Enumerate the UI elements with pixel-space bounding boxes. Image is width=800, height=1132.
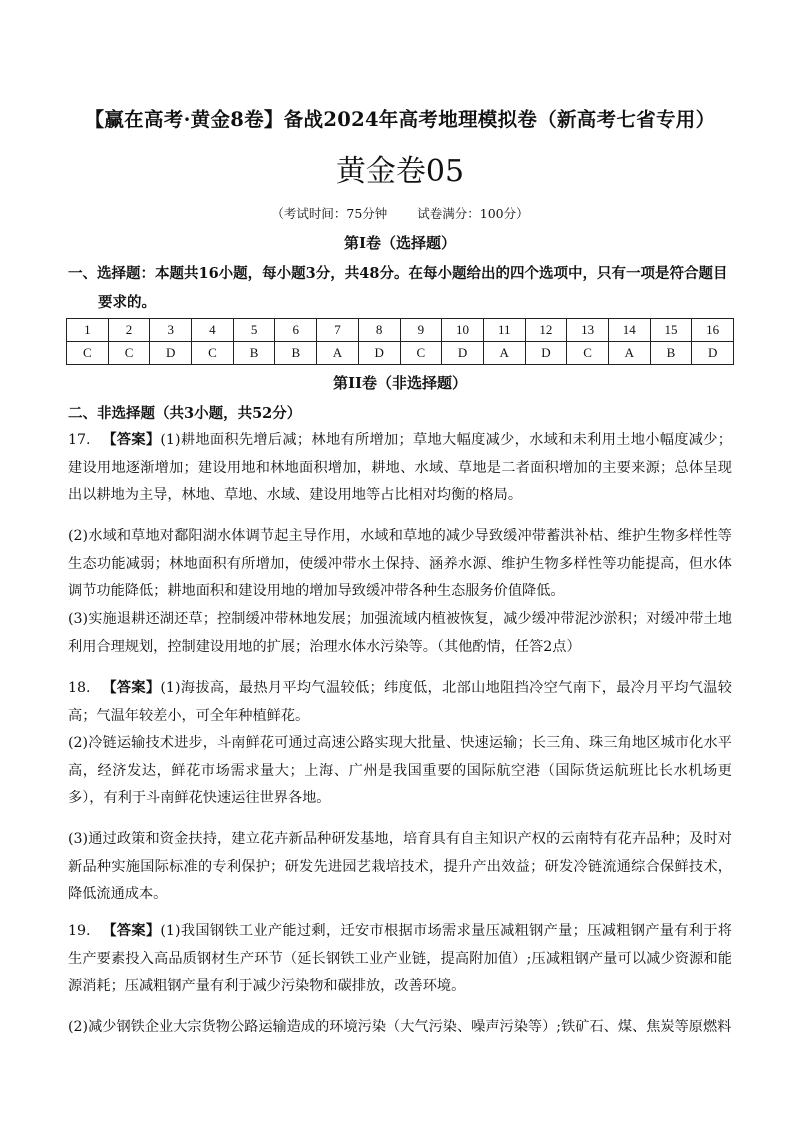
q17-answer-tag: 【答案】 xyxy=(102,432,161,448)
answer-table-answer-cell: D xyxy=(692,342,734,365)
q18-p1 xyxy=(68,675,732,730)
q17-p3: (3)实施退耕还湖还草；控制缓冲带林地发展；加强流域内植被恢复，减少缓冲带泥沙淤积；对缓冲带土地利用合理规划，控制建设用地的扩展；治理水体水污染等。（其他酌情，任答2点） xyxy=(68,611,732,655)
answer-table-answer-cell: B xyxy=(233,342,275,365)
part1-title: 第I卷（选择题） xyxy=(343,234,457,252)
answer-table-number-cell: 10 xyxy=(442,319,484,342)
answer-table-number-cell: 4 xyxy=(192,319,234,342)
section2-title: 二、非选择题（共3小题，共52分） xyxy=(68,405,302,422)
answer-table-number-cell: 2 xyxy=(108,319,150,342)
answer-table-answer-row xyxy=(67,342,734,365)
answer-table-number-cell: 8 xyxy=(358,319,400,342)
answer-table-answer-cell: C xyxy=(67,342,109,365)
answer-table-number-cell: 1 xyxy=(67,319,109,342)
q19-number: 19. xyxy=(68,923,91,939)
q17-part1-text: (1)耕地面积先增后减；林地有所增加；草地大幅度减少，水域和未利用土地小幅度减少；建设用地逐渐增加；建设用地和林地面积增加，耕地、水域、草地是二者面积增加的主要来源；总体呈现出以耕地为主导，林地、草地、水域、建设用地等占比相对均衡的格局。 xyxy=(68,432,732,504)
answer-table-answer-cell: D xyxy=(150,342,192,365)
q18-number: 18. xyxy=(68,680,91,696)
q17-p1 xyxy=(68,427,732,510)
q19-p1 xyxy=(68,918,732,1001)
q17-p2: (2)水域和草地对鄱阳湖水体调节起主导作用，水域和草地的减少导致缓冲带蓄洪补枯、维护生物多样性等生态功能减弱；林地面积有所增加，使缓冲带水土保持、涵养水源、维护生物多样性等功能提高，但水体调节功能降低；耕地面积和建设用地的增加导致缓冲带各种生态服务价值降低。 xyxy=(68,528,732,600)
answer-table-answer-cell: C xyxy=(108,342,150,365)
q19-part1-text: (1)我国钢铁工业产能过剩，迁安市根据市场需求量压减粗钢产量；压减粗钢产量有利于将生产要素投入高品质钢材生产环节（延长钢铁工业产业链，提高附加值）;压减粗钢产量可以减少资源和能源消耗；压减粗钢产量有利于减少污染物和碳排放，改善环境。 xyxy=(68,923,732,995)
answer-table-number-cell: 16 xyxy=(692,319,734,342)
part2-title: 第II卷（非选择题） xyxy=(332,374,468,392)
q18-p2: (2)冷链运输技术进步，斗南鲜花可通过高速公路实现大批量、快速运输；长三角、珠三角地区城市化水平高，经济发达，鲜花市场需求量大；上海、广州是我国重要的国际航空港（国际货运航班比长水机场更多），有利于斗南鲜花快速运往世界各地。 xyxy=(68,735,732,807)
q18-part1-text: (1)海拔高，最热月平均气温较低；纬度低，北部山地阻挡冷空气南下，最冷月平均气温较高；气温年较差小，可全年种植鲜花。 xyxy=(68,680,732,724)
q19-answer-tag: 【答案】 xyxy=(102,923,161,939)
main-title: 【赢在高考·黄金8卷】备战2024年高考地理模拟卷（新高考七省专用） xyxy=(84,108,716,131)
answer-table-number-cell: 7 xyxy=(317,319,359,342)
answer-table-answer-cell: A xyxy=(483,342,525,365)
answer-table-answer-cell: A xyxy=(317,342,359,365)
answer-table-answer-cell: D xyxy=(442,342,484,365)
sub-title: 黄金卷05 xyxy=(335,154,465,189)
answer-table-answer-cell: C xyxy=(400,342,442,365)
answer-table-number-cell: 9 xyxy=(400,319,442,342)
answer-table-number-cell: 11 xyxy=(483,319,525,342)
section1-instruction-line2: 要求的。 xyxy=(98,294,156,311)
q18-answer-tag: 【答案】 xyxy=(102,680,161,696)
answer-table-number-cell: 12 xyxy=(525,319,567,342)
answer-table-number-cell: 3 xyxy=(150,319,192,342)
answer-table-number-cell: 14 xyxy=(608,319,650,342)
exam-time: （考试时间：75分钟 xyxy=(271,206,388,221)
answer-table-number-cell: 5 xyxy=(233,319,275,342)
answer-table-answer-cell: D xyxy=(525,342,567,365)
answer-table-answer-cell: A xyxy=(608,342,650,365)
exam-info xyxy=(0,204,800,222)
answer-table-answer-cell: C xyxy=(567,342,609,365)
answer-table-number-row xyxy=(67,319,734,342)
answer-table-number-cell: 6 xyxy=(275,319,317,342)
answer-table-answer-cell: B xyxy=(275,342,317,365)
answer-table-number-cell: 15 xyxy=(650,319,692,342)
answer-table-answer-cell: D xyxy=(358,342,400,365)
answer-table-answer-cell: B xyxy=(650,342,692,365)
answer-table-answer-cell: C xyxy=(192,342,234,365)
q18-p3: (3)通过政策和资金扶持，建立花卉新品种研发基地，培育具有自主知识产权的云南特有花卉品种；及时对新品种实施国际标准的专利保护；研发先进园艺栽培技术，提升产出效益；研发冷链流通综合保鲜技术，降低流通成本。 xyxy=(68,831,732,903)
q17-number: 17. xyxy=(68,432,91,448)
exam-score: 试卷满分：100分） xyxy=(417,206,529,221)
q19-p2: (2)减少钢铁企业大宗货物公路运输造成的环境污染（大气污染、噪声污染等）;铁矿石、煤、焦炭等原燃料 xyxy=(68,1019,732,1035)
section1-instruction-line1: 一、选择题：本题共16小题，每小题3分，共48分。在每小题给出的四个选项中，只有一项是符合题目 xyxy=(68,265,728,282)
answer-table xyxy=(66,318,734,365)
answer-table-number-cell: 13 xyxy=(567,319,609,342)
